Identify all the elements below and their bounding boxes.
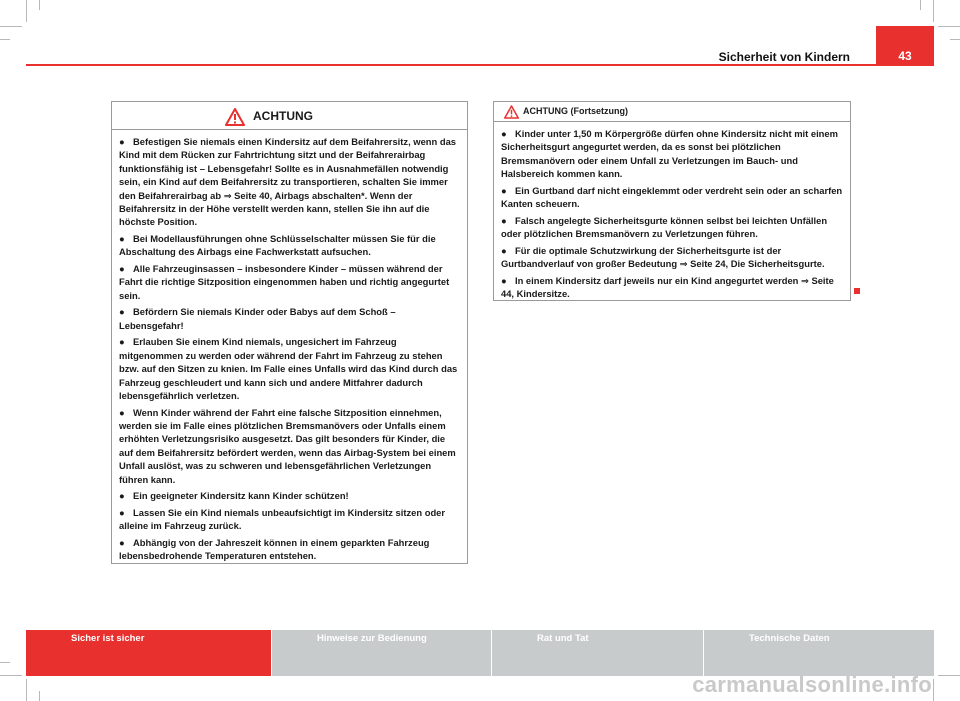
crop-mark bbox=[39, 691, 40, 701]
crop-mark bbox=[933, 0, 934, 22]
warning-box-right bbox=[493, 101, 851, 301]
crop-mark bbox=[920, 0, 921, 10]
warning-list bbox=[494, 122, 850, 301]
list-item: ● Bei Modellausführungen ohne Schlüsselschalter müssen Sie für die Abschaltung des Airbags eine Fachwerkstatt aufsuchen. bbox=[119, 233, 436, 258]
section-end-marker bbox=[854, 288, 860, 294]
warning-title: ACHTUNG (Fortsetzung) bbox=[523, 106, 628, 116]
crop-mark bbox=[0, 39, 10, 40]
warning-box-header bbox=[112, 102, 467, 130]
chapter-tab-rat-und-tat[interactable]: Rat und Tat bbox=[491, 630, 703, 676]
crop-mark bbox=[950, 39, 960, 40]
warning-triangle-icon bbox=[504, 105, 519, 119]
chapter-tab-technische-daten[interactable]: Technische Daten bbox=[703, 630, 934, 676]
crop-mark bbox=[933, 679, 934, 701]
crop-mark bbox=[0, 662, 10, 663]
list-item: ● Für die optimale Schutzwirkung der Sicherheitsgurte ist der Gurtbandverlauf von großer Bedeutung ⇒ Seite 24, Die Sicherheitsgurte. bbox=[501, 244, 825, 270]
list-item: ● Ein Gurtband darf nicht eingeklemmt oder verdreht sein oder an scharfen Kanten scheuern. bbox=[501, 184, 843, 210]
crop-mark bbox=[938, 26, 960, 27]
page-title: Sicherheit von Kindern bbox=[718, 50, 850, 64]
warning-triangle-icon bbox=[225, 108, 245, 126]
list-item: ● Befördern Sie niemals Kinder oder Babys auf dem Schoß – Lebensgefahr! bbox=[119, 306, 396, 331]
warning-box-left bbox=[111, 101, 468, 564]
warning-box-header bbox=[494, 102, 850, 122]
chapter-tab-sicher-ist-sicher[interactable]: Sicher ist sicher bbox=[26, 630, 271, 676]
list-item: ● Ein geeigneter Kindersitz kann Kinder schützen! bbox=[119, 490, 349, 502]
list-item: ● Abhängig von der Jahreszeit können in einem geparkten Fahrzeug lebensbedrohende Temperaturen entstehen. bbox=[119, 536, 430, 562]
warning-title: ACHTUNG bbox=[253, 109, 313, 123]
header-rule bbox=[26, 64, 934, 66]
crop-mark bbox=[26, 0, 27, 22]
chapter-tab-hinweise-zur-bedienung[interactable]: Hinweise zur Bedienung bbox=[271, 630, 491, 676]
crop-mark bbox=[0, 675, 22, 676]
crop-mark bbox=[26, 679, 27, 701]
page-number: 43 bbox=[898, 49, 912, 63]
list-item: ● Erlauben Sie einem Kind niemals, ungesichert im Fahrzeug mitgenommen zu werden oder während der Fahrt im Fahrzeug zu stehen bzw. auf den Sitzen zu knien. Im Falle eines Unfalls wird das Kind durch das Fahrzeug geschleudert und kann sich und andere Mitfahrer dadurch lebensgefährlich verletzen. bbox=[119, 336, 458, 402]
list-item: ● In einem Kindersitz darf jeweils nur ein Kind angegurtet werden ⇒ Seite 44, Kindersitze. bbox=[501, 274, 834, 300]
watermark: carmanualsonline.info bbox=[692, 672, 932, 697]
warning-list bbox=[112, 130, 467, 563]
chapter-nav bbox=[26, 630, 934, 676]
list-item: ● Befestigen Sie niemals einen Kindersitz auf dem Beifahrersitz, wenn das Kind mit dem Rücken zur Fahrtrichtung sitzt und der Beifahrerairbag funktionsfähig ist – Lebensgefahr! Sollte es in Ausnahmefällen notwendig sein, ein Kind auf dem Beifahrersitz zu transportieren, schalten Sie immer den Beifahrerairbag ab ⇒ Seite 40, Airbags abschalten*. Wenn der Beifahrersitz in der Höhe verstellt werden kann, stellen Sie ihn auf die höchste Position. bbox=[119, 136, 457, 228]
page-number-tab bbox=[876, 26, 934, 66]
crop-mark bbox=[0, 26, 22, 27]
list-item: ● Alle Fahrzeuginsassen – insbesondere Kinder – müssen während der Fahrt die richtige Sitzposition eingenommen haben und richtig angegurtet sein. bbox=[119, 263, 450, 301]
crop-mark bbox=[39, 0, 40, 10]
list-item: ● Kinder unter 1,50 m Körpergröße dürfen ohne Kindersitz nicht mit einem Sicherheitsgurt angegurtet werden, da es sonst bei plötzlichen Bremsmanövern oder einem Unfall zu Verletzungen im Bauch- und Halsbereich kommen kann. bbox=[501, 128, 838, 180]
list-item: ● Lassen Sie ein Kind niemals unbeaufsichtigt im Kindersitz sitzen oder alleine im Fahrzeug zurück. bbox=[119, 506, 446, 532]
list-item: ● Wenn Kinder während der Fahrt eine falsche Sitzposition einnehmen, werden sie im Falle eines plötzlichen Bremsmanövers oder Unfalls einem erhöhten Verletzungsrisiko ausgesetzt. Das gilt besonders für Kinder, die auf dem Beifahrersitz befördert werden, wenn das Airbag-System bei einem Unfall auslöst, was zu schweren und lebensgefährlichen Verletzungen führen kann. bbox=[119, 406, 456, 485]
crop-mark bbox=[938, 675, 960, 676]
list-item: ● Falsch angelegte Sicherheitsgurte können selbst bei leichten Unfällen oder plötzlichen Bremsmanövern zu Verletzungen führen. bbox=[501, 214, 828, 240]
